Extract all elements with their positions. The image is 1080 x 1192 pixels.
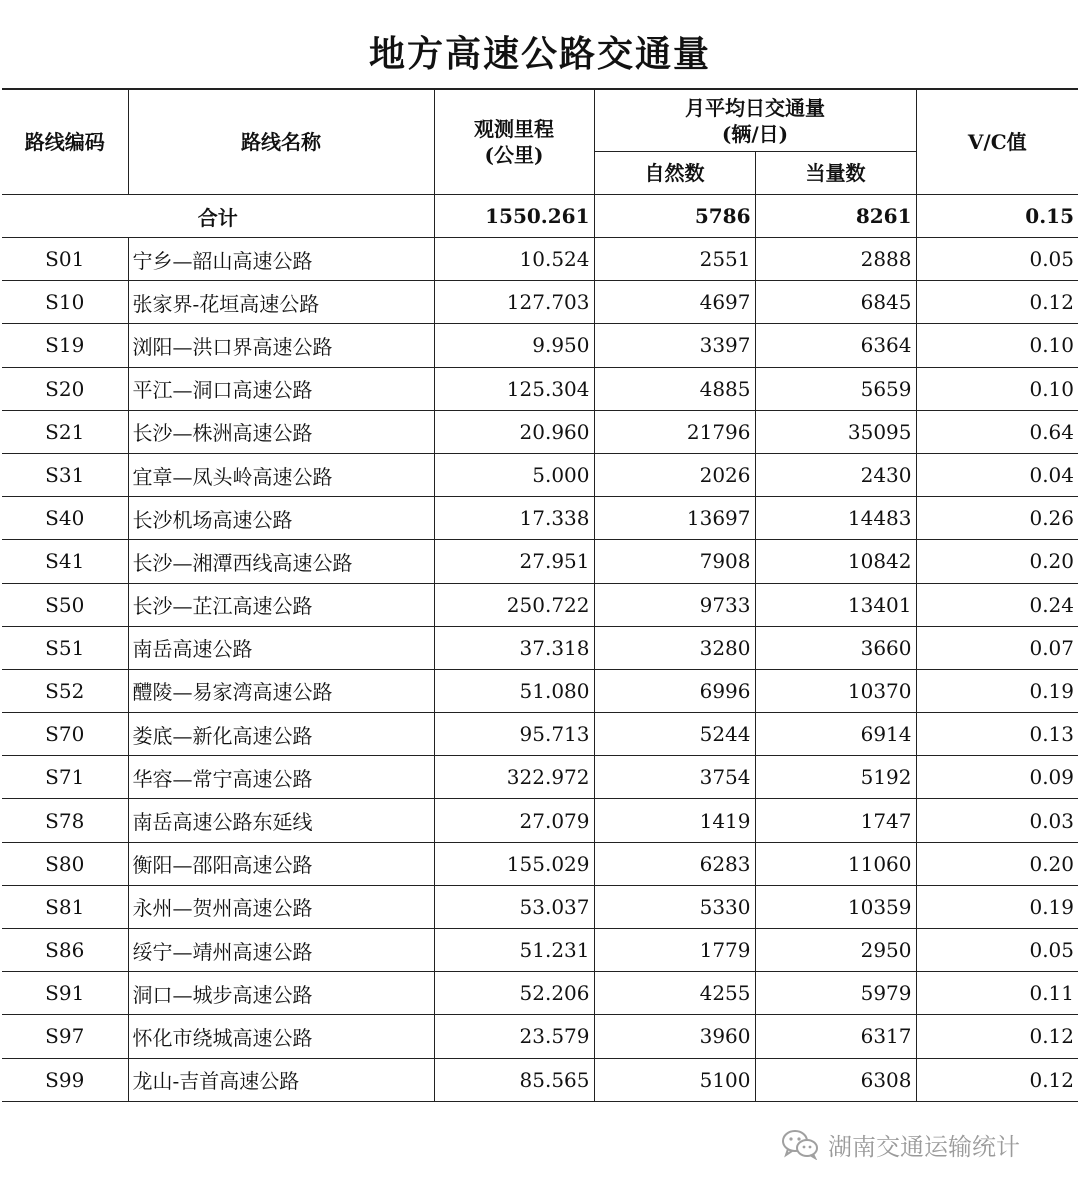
natural-count: 4255 <box>594 972 755 1015</box>
route-code: S52 <box>2 669 128 712</box>
wechat-icon <box>780 1128 820 1160</box>
natural-count: 3960 <box>594 1015 755 1058</box>
table-row <box>2 1058 1078 1101</box>
header-mileage <box>434 89 594 195</box>
table-row <box>2 626 1078 669</box>
natural-count: 4697 <box>594 281 755 324</box>
vc-ratio: 0.13 <box>916 713 1078 756</box>
table-row <box>2 885 1078 928</box>
equivalent-count: 5659 <box>755 367 916 410</box>
route-name: 绥宁—靖州高速公路 <box>128 929 434 972</box>
vc-ratio: 0.20 <box>916 540 1078 583</box>
total-vc: 0.15 <box>916 195 1078 238</box>
mileage: 95.713 <box>434 713 594 756</box>
watermark-text: 湖南交通运输统计 <box>828 1132 1020 1161</box>
mileage: 125.304 <box>434 367 594 410</box>
route-name: 平江—洞口高速公路 <box>128 367 434 410</box>
natural-count: 4885 <box>594 367 755 410</box>
natural-count: 2026 <box>594 453 755 496</box>
equivalent-count: 6845 <box>755 281 916 324</box>
vc-ratio: 0.05 <box>916 929 1078 972</box>
equivalent-count: 5192 <box>755 756 916 799</box>
route-name: 华容—常宁高速公路 <box>128 756 434 799</box>
table-row <box>2 713 1078 756</box>
natural-count: 6283 <box>594 842 755 885</box>
mileage: 9.950 <box>434 324 594 367</box>
natural-count: 6996 <box>594 669 755 712</box>
natural-count: 5244 <box>594 713 755 756</box>
equivalent-count: 6914 <box>755 713 916 756</box>
table-row <box>2 238 1078 281</box>
total-label: 合计 <box>2 195 434 238</box>
header-vc: V/C值 <box>916 89 1078 195</box>
route-name: 龙山-吉首高速公路 <box>128 1058 434 1101</box>
route-code: S70 <box>2 713 128 756</box>
mileage: 27.079 <box>434 799 594 842</box>
equivalent-count: 5979 <box>755 972 916 1015</box>
mileage: 51.080 <box>434 669 594 712</box>
mileage: 155.029 <box>434 842 594 885</box>
vc-ratio: 0.20 <box>916 842 1078 885</box>
table-row <box>2 540 1078 583</box>
table-row <box>2 497 1078 540</box>
equivalent-count: 6364 <box>755 324 916 367</box>
total-natural: 5786 <box>594 195 755 238</box>
natural-count: 2551 <box>594 238 755 281</box>
watermark <box>780 1124 1020 1164</box>
vc-ratio: 0.24 <box>916 583 1078 626</box>
route-name: 怀化市绕城高速公路 <box>128 1015 434 1058</box>
mileage: 53.037 <box>434 885 594 928</box>
route-code: S50 <box>2 583 128 626</box>
route-name: 长沙—芷江高速公路 <box>128 583 434 626</box>
route-name: 宁乡—韶山高速公路 <box>128 238 434 281</box>
page-title: 地方高速公路交通量 <box>368 33 711 75</box>
natural-count: 3280 <box>594 626 755 669</box>
equivalent-count: 11060 <box>755 842 916 885</box>
route-name: 衡阳—邵阳高速公路 <box>128 842 434 885</box>
vc-ratio: 0.64 <box>916 410 1078 453</box>
table-row <box>2 669 1078 712</box>
equivalent-count: 2430 <box>755 453 916 496</box>
table-row <box>2 367 1078 410</box>
equivalent-count: 10370 <box>755 669 916 712</box>
table-row <box>2 842 1078 885</box>
mileage: 127.703 <box>434 281 594 324</box>
header-avg-line2: (辆/日) <box>721 121 789 146</box>
natural-count: 7908 <box>594 540 755 583</box>
natural-count: 9733 <box>594 583 755 626</box>
traffic-table <box>2 88 1078 1102</box>
vc-ratio: 0.10 <box>916 367 1078 410</box>
route-code: S10 <box>2 281 128 324</box>
mileage: 10.524 <box>434 238 594 281</box>
route-name: 醴陵—易家湾高速公路 <box>128 669 434 712</box>
equivalent-count: 14483 <box>755 497 916 540</box>
natural-count: 1779 <box>594 929 755 972</box>
table-row <box>2 929 1078 972</box>
header-avg-daily <box>594 89 916 152</box>
natural-count: 21796 <box>594 410 755 453</box>
route-code: S01 <box>2 238 128 281</box>
natural-count: 3754 <box>594 756 755 799</box>
table-row <box>2 1015 1078 1058</box>
header-avg-line1: 月平均日交通量 <box>685 95 825 120</box>
route-code: S31 <box>2 453 128 496</box>
route-code: S78 <box>2 799 128 842</box>
vc-ratio: 0.19 <box>916 669 1078 712</box>
equivalent-count: 10842 <box>755 540 916 583</box>
natural-count: 5100 <box>594 1058 755 1101</box>
route-code: S97 <box>2 1015 128 1058</box>
route-code: S51 <box>2 626 128 669</box>
vc-ratio: 0.07 <box>916 626 1078 669</box>
route-name: 宜章—凤头岭高速公路 <box>128 453 434 496</box>
route-code: S91 <box>2 972 128 1015</box>
vc-ratio: 0.04 <box>916 453 1078 496</box>
mileage: 51.231 <box>434 929 594 972</box>
vc-ratio: 0.12 <box>916 1058 1078 1101</box>
mileage: 85.565 <box>434 1058 594 1101</box>
equivalent-count: 1747 <box>755 799 916 842</box>
route-code: S80 <box>2 842 128 885</box>
equivalent-count: 6308 <box>755 1058 916 1101</box>
equivalent-count: 10359 <box>755 885 916 928</box>
route-name: 洞口—城步高速公路 <box>128 972 434 1015</box>
mileage: 27.951 <box>434 540 594 583</box>
route-code: S40 <box>2 497 128 540</box>
table-row <box>2 410 1078 453</box>
header-mileage-line2: (公里) <box>484 143 544 167</box>
route-name: 长沙—株洲高速公路 <box>128 410 434 453</box>
mileage: 20.960 <box>434 410 594 453</box>
route-code: S99 <box>2 1058 128 1101</box>
table-row <box>2 583 1078 626</box>
route-code: S41 <box>2 540 128 583</box>
route-code: S20 <box>2 367 128 410</box>
natural-count: 3397 <box>594 324 755 367</box>
route-code: S81 <box>2 885 128 928</box>
mileage: 37.318 <box>434 626 594 669</box>
route-name: 长沙—湘潭西线高速公路 <box>128 540 434 583</box>
table-row <box>2 972 1078 1015</box>
route-name: 南岳高速公路 <box>128 626 434 669</box>
equivalent-count: 13401 <box>755 583 916 626</box>
route-code: S21 <box>2 410 128 453</box>
route-name: 南岳高速公路东延线 <box>128 799 434 842</box>
vc-ratio: 0.09 <box>916 756 1078 799</box>
vc-ratio: 0.12 <box>916 281 1078 324</box>
header-mileage-line1: 观测里程 <box>474 117 554 141</box>
route-name: 张家界-花垣高速公路 <box>128 281 434 324</box>
mileage: 52.206 <box>434 972 594 1015</box>
equivalent-count: 3660 <box>755 626 916 669</box>
vc-ratio: 0.03 <box>916 799 1078 842</box>
route-name: 娄底—新化高速公路 <box>128 713 434 756</box>
equivalent-count: 6317 <box>755 1015 916 1058</box>
route-name: 浏阳—洪口界高速公路 <box>128 324 434 367</box>
mileage: 23.579 <box>434 1015 594 1058</box>
natural-count: 13697 <box>594 497 755 540</box>
header-code: 路线编码 <box>2 89 128 195</box>
table-row <box>2 799 1078 842</box>
mileage: 17.338 <box>434 497 594 540</box>
table-row <box>2 324 1078 367</box>
route-code: S19 <box>2 324 128 367</box>
route-code: S71 <box>2 756 128 799</box>
table-row <box>2 281 1078 324</box>
mileage: 5.000 <box>434 453 594 496</box>
header-natural: 自然数 <box>594 152 755 195</box>
route-name: 长沙机场高速公路 <box>128 497 434 540</box>
equivalent-count: 35095 <box>755 410 916 453</box>
total-mileage: 1550.261 <box>434 195 594 238</box>
vc-ratio: 0.10 <box>916 324 1078 367</box>
vc-ratio: 0.11 <box>916 972 1078 1015</box>
mileage: 322.972 <box>434 756 594 799</box>
table-row <box>2 756 1078 799</box>
vc-ratio: 0.26 <box>916 497 1078 540</box>
equivalent-count: 2950 <box>755 929 916 972</box>
total-row <box>2 195 1078 238</box>
vc-ratio: 0.05 <box>916 238 1078 281</box>
natural-count: 5330 <box>594 885 755 928</box>
natural-count: 1419 <box>594 799 755 842</box>
route-code: S86 <box>2 929 128 972</box>
table-row <box>2 453 1078 496</box>
route-name: 永州—贺州高速公路 <box>128 885 434 928</box>
vc-ratio: 0.19 <box>916 885 1078 928</box>
mileage: 250.722 <box>434 583 594 626</box>
header-equivalent: 当量数 <box>755 152 916 195</box>
vc-ratio: 0.12 <box>916 1015 1078 1058</box>
header-name: 路线名称 <box>128 89 434 195</box>
total-equivalent: 8261 <box>755 195 916 238</box>
equivalent-count: 2888 <box>755 238 916 281</box>
